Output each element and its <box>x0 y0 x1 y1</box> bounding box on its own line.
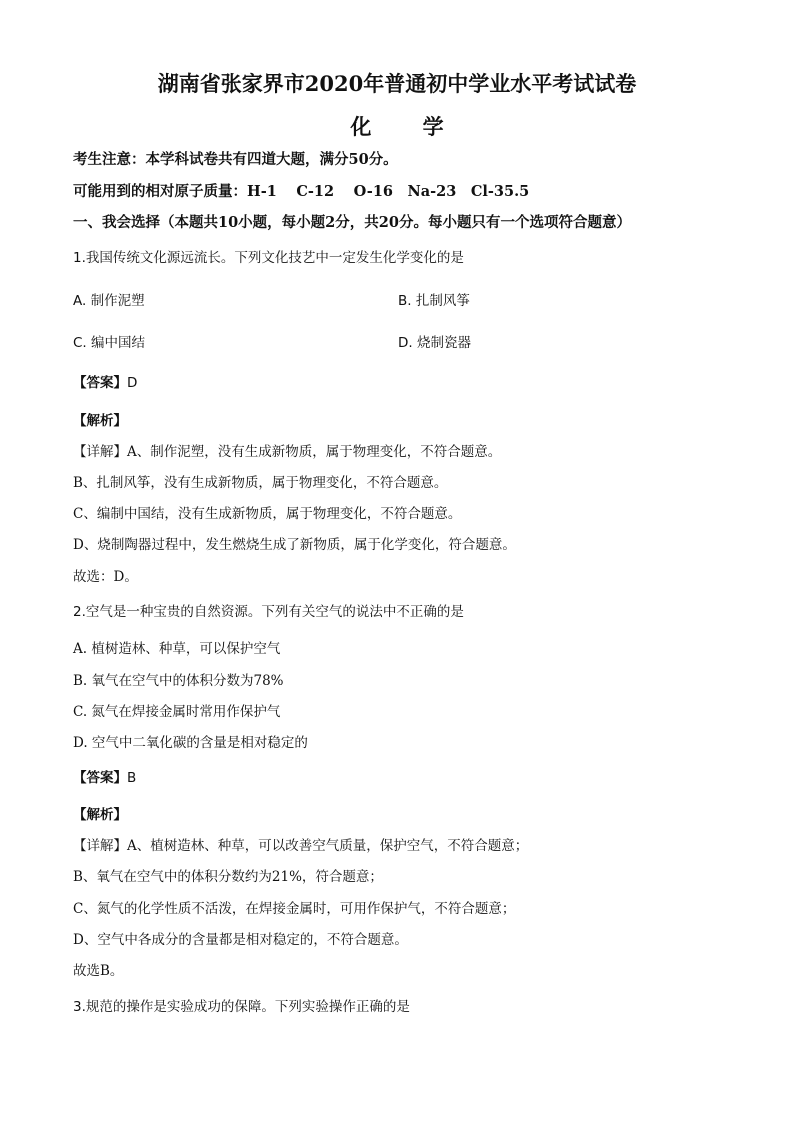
q1-answer <box>73 374 137 392</box>
q1-detail-line: C、编制中国结，没有生成新物质，属于物理变化，不符合题意。 <box>73 506 462 522</box>
q1-option-d: D. 烧制瓷器 <box>398 335 471 351</box>
q1-detail-line: B、扎制风筝，没有生成新物质，属于物理变化，不符合题意。 <box>73 475 448 491</box>
q1-conclusion: 故选：D。 <box>73 569 138 585</box>
q1-option-a: A. 制作泥塑 <box>73 293 145 309</box>
q2-stem: 2.空气是一种宝贵的自然资源。下列有关空气的说法中不正确的是 <box>73 604 464 620</box>
q2-detail-line <box>73 837 528 855</box>
q1-analysis-tag: 【解析】 <box>73 413 127 429</box>
section-heading-1: 一、我会选择（本题共10小题，每小题2分，共20分。每小题只有一个选项符合题意） <box>73 214 631 231</box>
q1-detail-line <box>73 443 501 461</box>
q3-stem: 3.规范的操作是实验成功的保障。下列实验操作正确的是 <box>73 999 410 1015</box>
detail-text: A、植树造林、种草，可以改善空气质量，保护空气，不符合题意； <box>127 838 529 854</box>
q1-option-c: C. 编中国结 <box>73 335 146 351</box>
q1-detail-line: D、烧制陶器过程中，发生燃烧生成了新物质，属于化学变化，符合题意。 <box>73 537 516 553</box>
q2-option-d: D. 空气中二氧化碳的含量是相对稳定的 <box>73 735 308 751</box>
q2-detail-line: D、空气中各成分的含量都是相对稳定的，不符合题意。 <box>73 932 408 948</box>
subject-title: 化 学 <box>350 114 466 139</box>
detail-tag: 【详解】 <box>73 838 127 854</box>
q2-option-a: A. 植树造林、种草，可以保护空气 <box>73 641 281 657</box>
answer-value: B <box>127 770 137 786</box>
q2-analysis-tag: 【解析】 <box>73 807 127 823</box>
page-title: 湖南省张家界市2020年普通初中学业水平考试试卷 <box>157 71 637 96</box>
exam-notice: 考生注意：本学科试卷共有四道大题，满分50分。 <box>73 151 398 168</box>
q2-detail-line: B、氧气在空气中的体积分数约为21%，符合题意； <box>73 869 383 885</box>
detail-tag: 【详解】 <box>73 444 127 460</box>
answer-tag: 【答案】 <box>73 770 127 786</box>
q2-conclusion: 故选B。 <box>73 963 124 979</box>
detail-text: A、制作泥塑，没有生成新物质，属于物理变化，不符合题意。 <box>127 444 502 460</box>
q1-stem: 1.我国传统文化源远流长。下列文化技艺中一定发生化学变化的是 <box>73 250 464 266</box>
q2-option-b: B. 氧气在空气中的体积分数为78% <box>73 673 284 689</box>
answer-value: D <box>127 375 138 391</box>
q2-option-c: C. 氮气在焊接金属时常用作保护气 <box>73 704 281 720</box>
atomic-masses: 可能用到的相对原子质量：H-1 C-12 O-16 Na-23 Cl-35.5 <box>73 183 530 200</box>
q1-option-b: B. 扎制风筝 <box>398 293 470 309</box>
answer-tag: 【答案】 <box>73 375 127 391</box>
q2-answer <box>73 769 136 787</box>
q2-detail-line: C、氮气的化学性质不活泼，在焊接金属时，可用作保护气，不符合题意； <box>73 901 516 917</box>
